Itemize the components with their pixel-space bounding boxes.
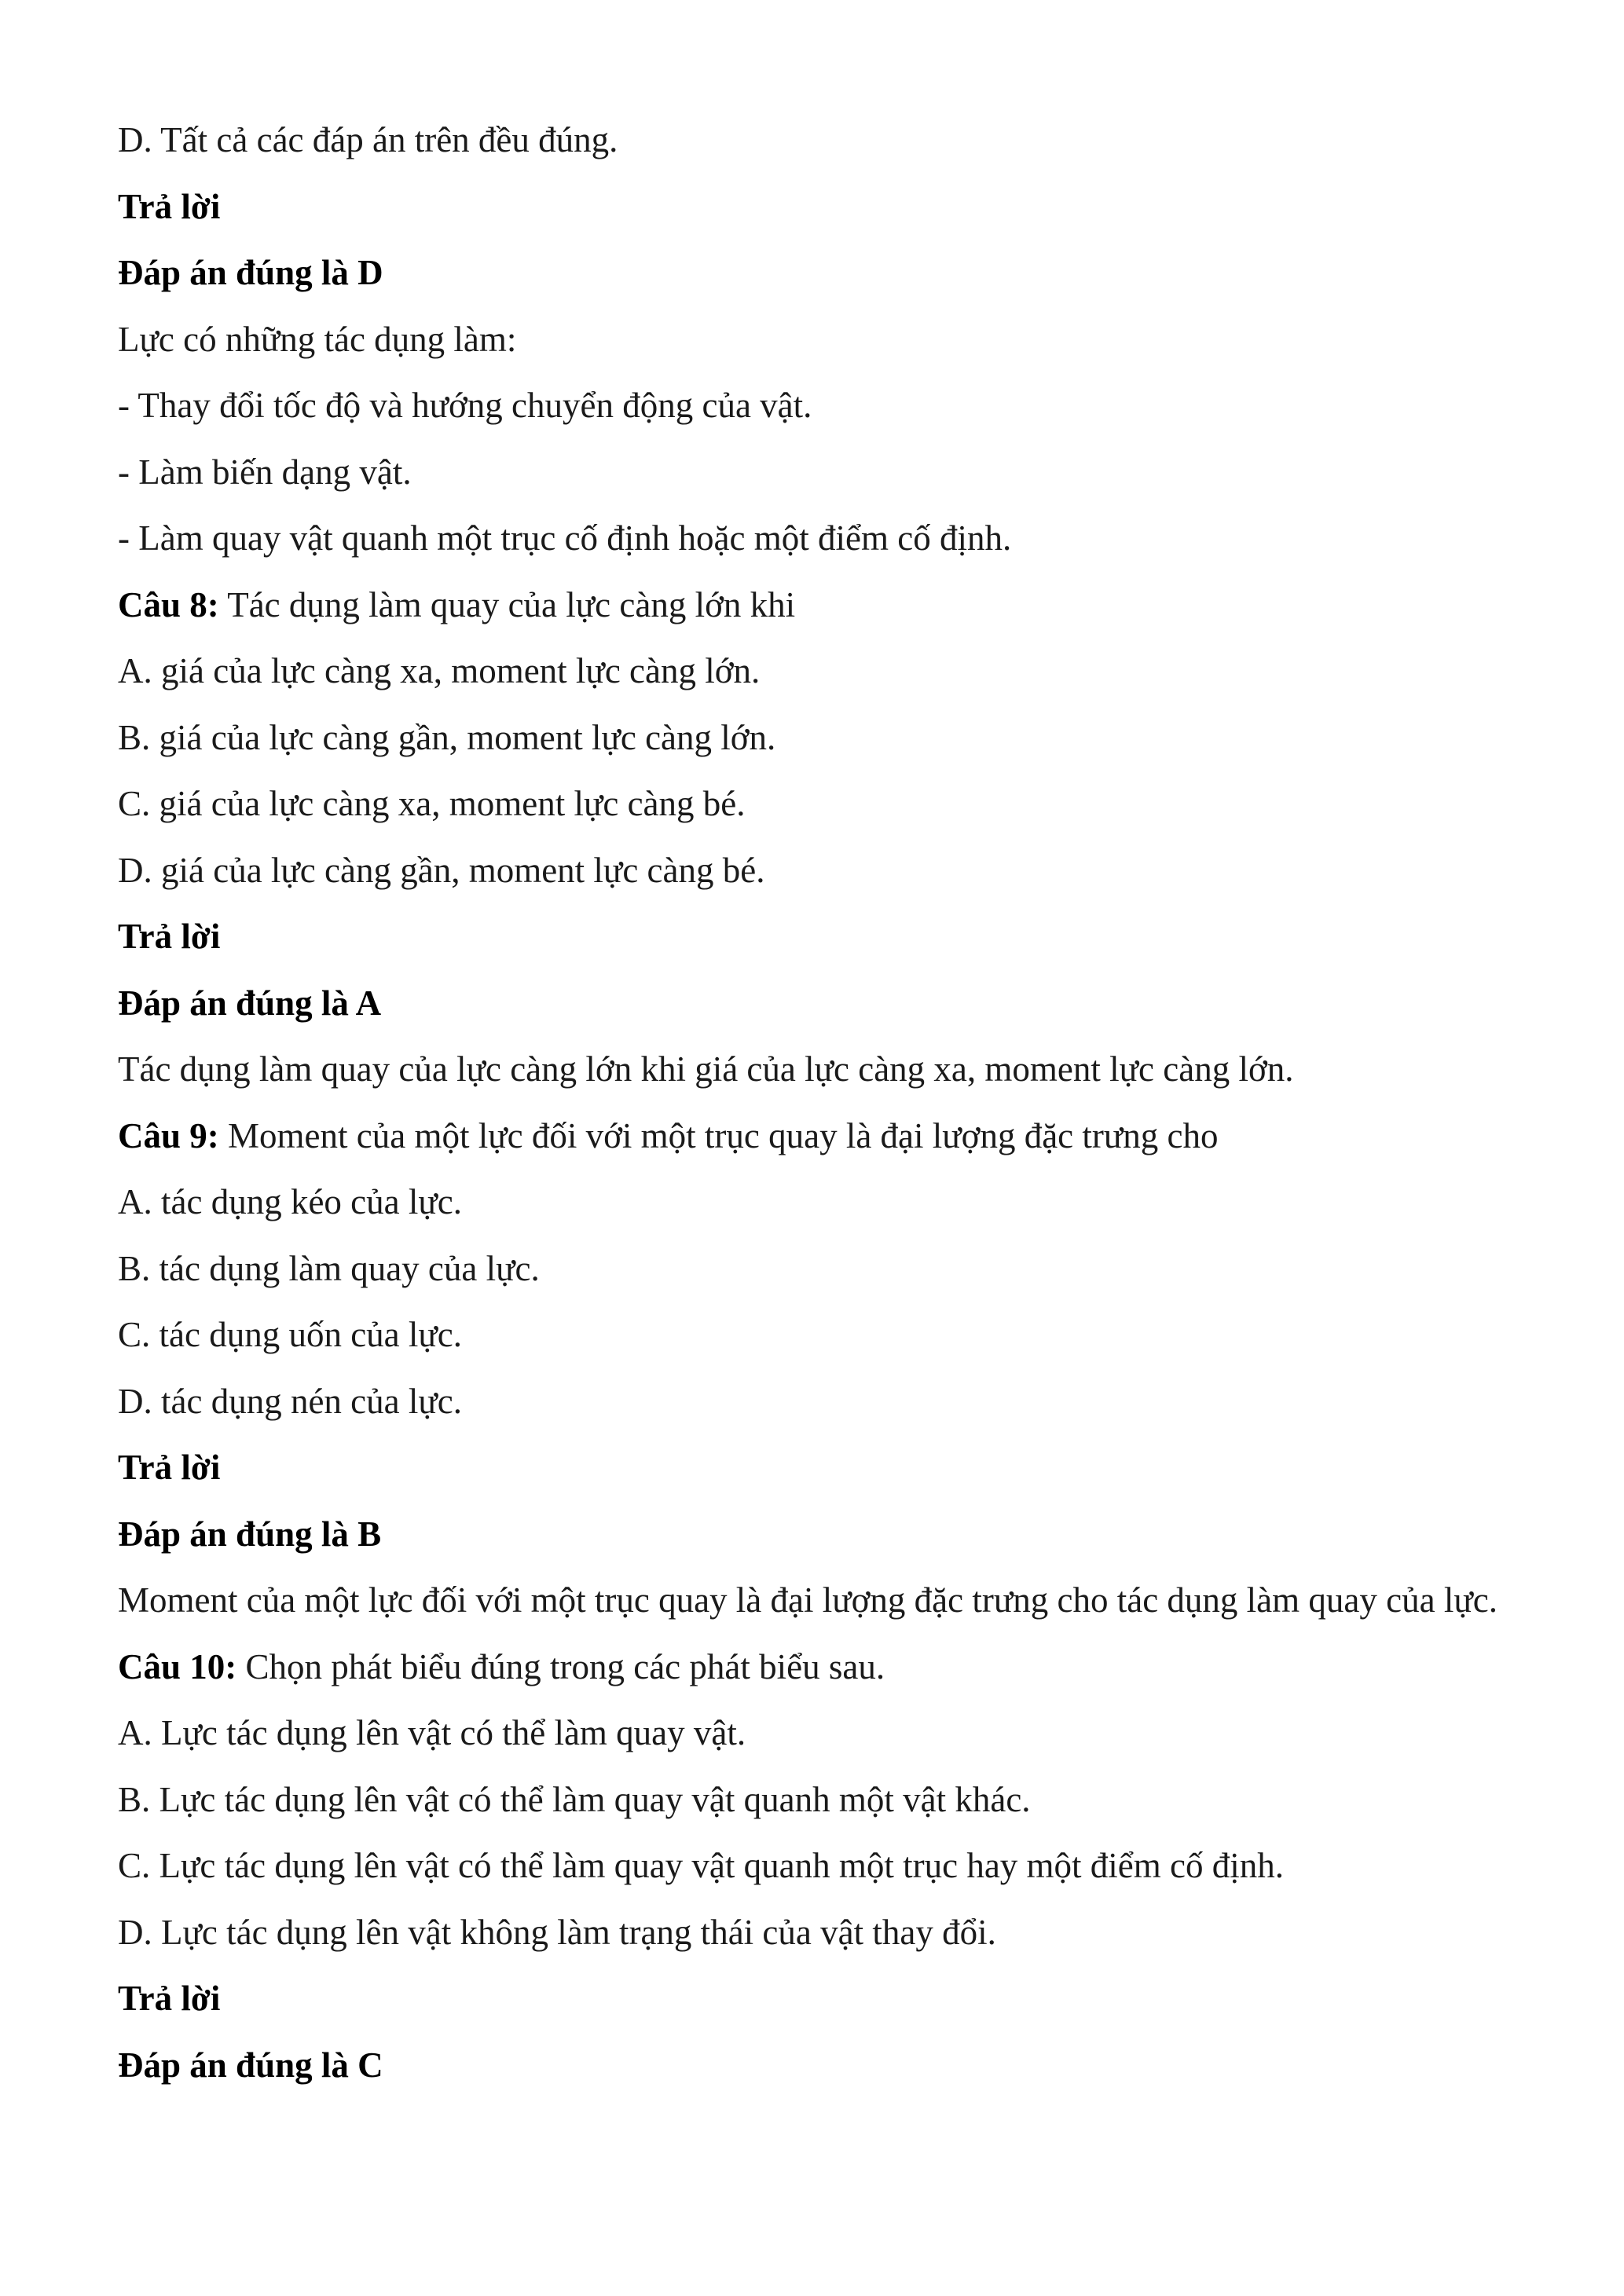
paragraph-text: B. giá của lực càng gần, moment lực càng lớn. (118, 717, 776, 757)
paragraph-text: C. giá của lực càng xa, moment lực càng bé. (118, 784, 746, 823)
paragraph-text: D. tác dụng nén của lực. (118, 1381, 462, 1421)
paragraph (118, 439, 1521, 506)
paragraph (118, 2032, 1521, 2099)
paragraph (118, 1567, 1521, 1634)
paragraph-text: Chọn phát biểu đúng trong các phát biểu sau. (236, 1646, 885, 1686)
paragraph-text: - Thay đổi tốc độ và hướng chuyển động của vật. (118, 386, 812, 425)
bold-label: Trả lời (118, 186, 221, 226)
paragraph (118, 1501, 1521, 1568)
paragraph (118, 1103, 1521, 1170)
paragraph (118, 970, 1521, 1037)
paragraph-text: Moment của một lực đối với một trục quay là đại lượng đặc trưng cho (218, 1115, 1219, 1155)
bold-label: Trả lời (118, 1448, 221, 1487)
paragraph-text: Moment của một lực đối với một trục quay là đại lượng đặc trưng cho tác dụng làm quay của lực. (118, 1580, 1498, 1620)
paragraph-text: - Làm biến dạng vật. (118, 452, 412, 492)
paragraph (118, 1434, 1521, 1501)
document-page (118, 107, 1521, 2098)
paragraph (118, 306, 1521, 373)
paragraph (118, 1634, 1521, 1701)
paragraph-text: C. tác dụng uốn của lực. (118, 1315, 463, 1354)
bold-label: Trả lời (118, 1979, 221, 2018)
paragraph (118, 705, 1521, 771)
paragraph-text: Tác dụng làm quay của lực càng lớn khi giá của lực càng xa, moment lực càng lớn. (118, 1049, 1294, 1089)
paragraph (118, 1036, 1521, 1103)
paragraph (118, 372, 1521, 439)
bold-label: Đáp án đúng là A (118, 983, 382, 1023)
paragraph-text: A. Lực tác dụng lên vật có thể làm quay vật. (118, 1713, 746, 1752)
paragraph (118, 638, 1521, 705)
paragraph-text: Lực có những tác dụng làm: (118, 319, 517, 359)
paragraph-text: D. Tất cả các đáp án trên đều đúng. (118, 120, 618, 159)
paragraph (118, 174, 1521, 240)
paragraph (118, 1700, 1521, 1767)
paragraph (118, 771, 1521, 837)
paragraph-text: B. Lực tác dụng lên vật có thể làm quay vật quanh một vật khác. (118, 1779, 1031, 1819)
paragraph-text: D. Lực tác dụng lên vật không làm trạng thái của vật thay đổi. (118, 1912, 996, 1952)
paragraph (118, 572, 1521, 639)
paragraph (118, 1302, 1521, 1368)
paragraph-text: A. tác dụng kéo của lực. (118, 1182, 462, 1221)
bold-label: Câu 9: (118, 1115, 219, 1155)
paragraph (118, 1767, 1521, 1833)
bold-label: Câu 8: (118, 584, 219, 624)
paragraph-text: C. Lực tác dụng lên vật có thể làm quay vật quanh một trục hay một điểm cố định. (118, 1846, 1285, 1885)
paragraph-text: Tác dụng làm quay của lực càng lớn khi (218, 584, 796, 624)
paragraph (118, 837, 1521, 904)
paragraph (118, 240, 1521, 306)
paragraph (118, 1833, 1521, 1899)
bold-label: Đáp án đúng là B (118, 1514, 382, 1554)
bold-label: Đáp án đúng là D (118, 253, 383, 292)
paragraph (118, 1236, 1521, 1302)
paragraph (118, 903, 1521, 970)
paragraph (118, 1965, 1521, 2032)
bold-label: Trả lời (118, 917, 221, 956)
paragraph-text: A. giá của lực càng xa, moment lực càng lớn. (118, 651, 761, 690)
bold-label: Đáp án đúng là C (118, 2045, 383, 2085)
paragraph-text: - Làm quay vật quanh một trục cố định hoặc một điểm cố định. (118, 518, 1012, 558)
paragraph-text: B. tác dụng làm quay của lực. (118, 1248, 540, 1288)
paragraph (118, 1899, 1521, 1966)
bold-label: Câu 10: (118, 1646, 237, 1686)
paragraph (118, 505, 1521, 572)
paragraph-text: D. giá của lực càng gần, moment lực càng bé. (118, 850, 765, 890)
paragraph (118, 107, 1521, 174)
paragraph (118, 1368, 1521, 1435)
paragraph (118, 1169, 1521, 1236)
